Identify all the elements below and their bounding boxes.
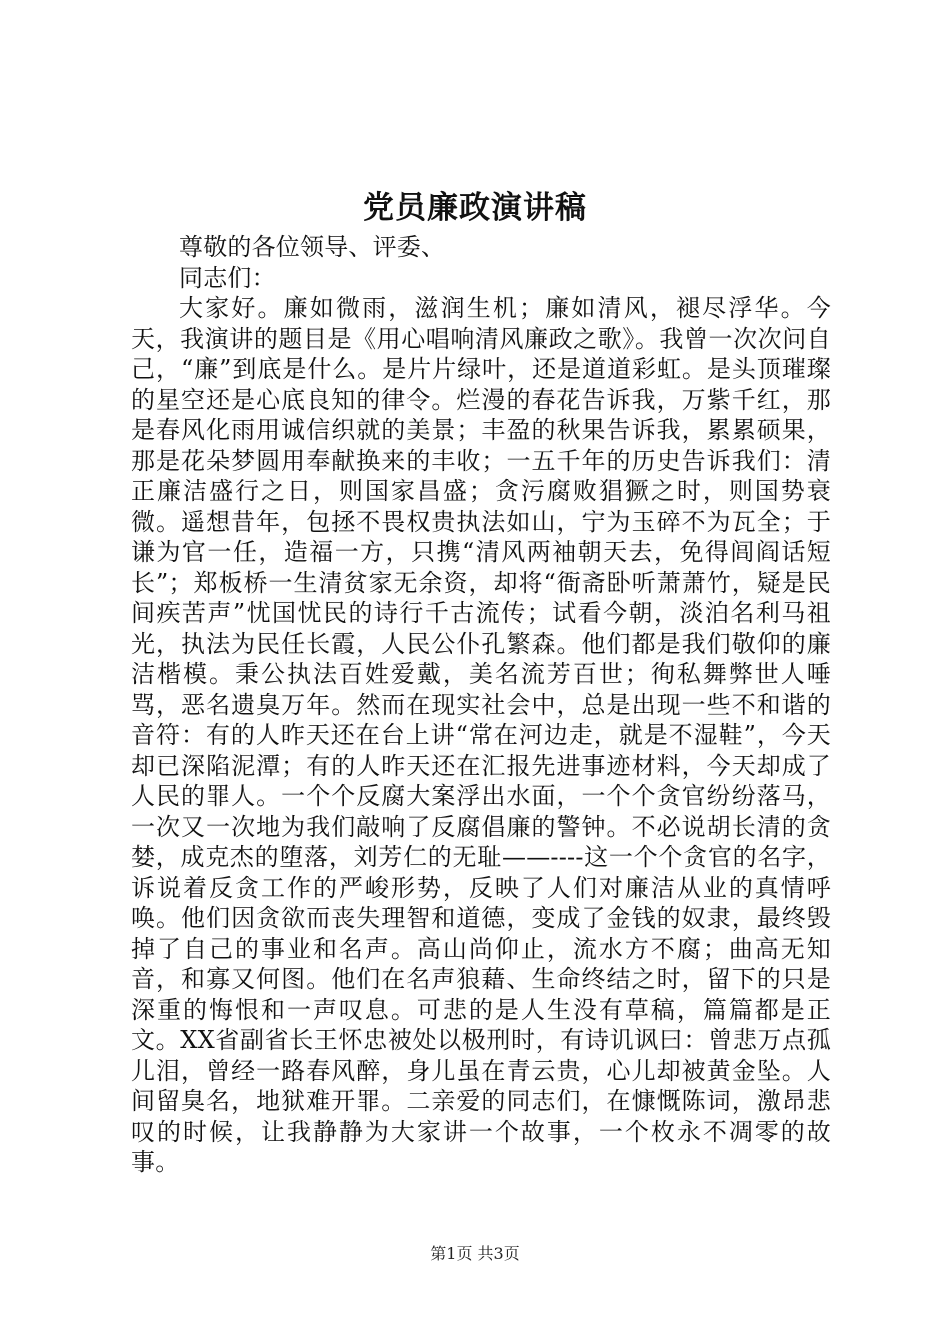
document-title: 党员廉政演讲稿: [363, 190, 587, 226]
body-paragraph: 大家好。廉如微雨，滋润生机；廉如清风，褪尽浮华。今天，我演讲的题目是《用心唱响清风廉政之歌》。我曾一次次问自己，“廉”到底是什么。是片片绿叶，还是道道彩虹。是头顶璀璨的星空还是心底良知的律令。烂漫的春花告诉我，万紫千红，那是春风化雨用诚信织就的美景；丰盈的秋果告诉我，累累硕果，那是花朵梦圆用奉献换来的丰收；一五千年的历史告诉我们：清正廉洁盛行之日，则国家昌盛；贪污腐败猖獗之时，则国势衰微。遥想昔年，包拯不畏权贵执法如山，宁为玉碎不为瓦全；于谦为官一任，造福一方，只携“清风两袖朝天去，免得闾阎话短长”；郑板桥一生清贫家无余资，却将“衙斋卧听萧萧竹，疑是民间疾苦声”忧国忧民的诗行千古流传；试看今朝，淡泊名利马祖光，执法为民任长霞，人民公仆孔繁森。他们都是我们敬仰的廉洁楷模。秉公执法百姓爱戴，美名流芳百世；徇私舞弊世人唾骂，恶名遗臭万年。然而在现实社会中，总是出现一些不和谐的音符：有的人昨天还在台上讲“常在河边走，就是不湿鞋”，今天却已深陷泥潭；有的人昨天还在汇报先进事迹材料，今天却成了人民的罪人。一个个反腐大案浮出水面，一个个贪官纷纷落马，一次又一次地为我们敲响了反腐倡廉的警钟。不必说胡长清的贪婪，成克杰的堕落，刘芳仁的无耻——----这一个个贪官的名字，诉说着反贪工作的严峻形势，反映了人们对廉洁从业的真情呼唤。他们因贪欲而丧失理智和道德，变成了金钱的奴隶，最终毁掉了自己的事业和名声。高山尚仰止，流水方不腐；曲高无知音，和寡又何图。他们在名声狼藉、生命终结之时，留下的只是深重的悔恨和一声叹息。可悲的是人生没有草稿，篇篇都是正文。XX省副省长王怀忠被处以极刑时，有诗讥讽曰：曾悲万点孤儿泪，曾经一路春风醉，身儿虽在青云贵，心儿却被黄金坠。人间留臭名，地狱难开罪。二亲爱的同志们，在慷慨陈词，激昂悲叹的时候，让我静静为大家讲一个故事，一个枚永不凋零的故事。: [131, 294, 831, 1176]
salutation-line-2: 同志们：: [179, 263, 276, 292]
document-body: [131, 232, 831, 1178]
page-number-footer: 第1页 共3页: [430, 1244, 520, 1263]
salutation-line-1: 尊敬的各位领导、评委、: [179, 233, 446, 261]
